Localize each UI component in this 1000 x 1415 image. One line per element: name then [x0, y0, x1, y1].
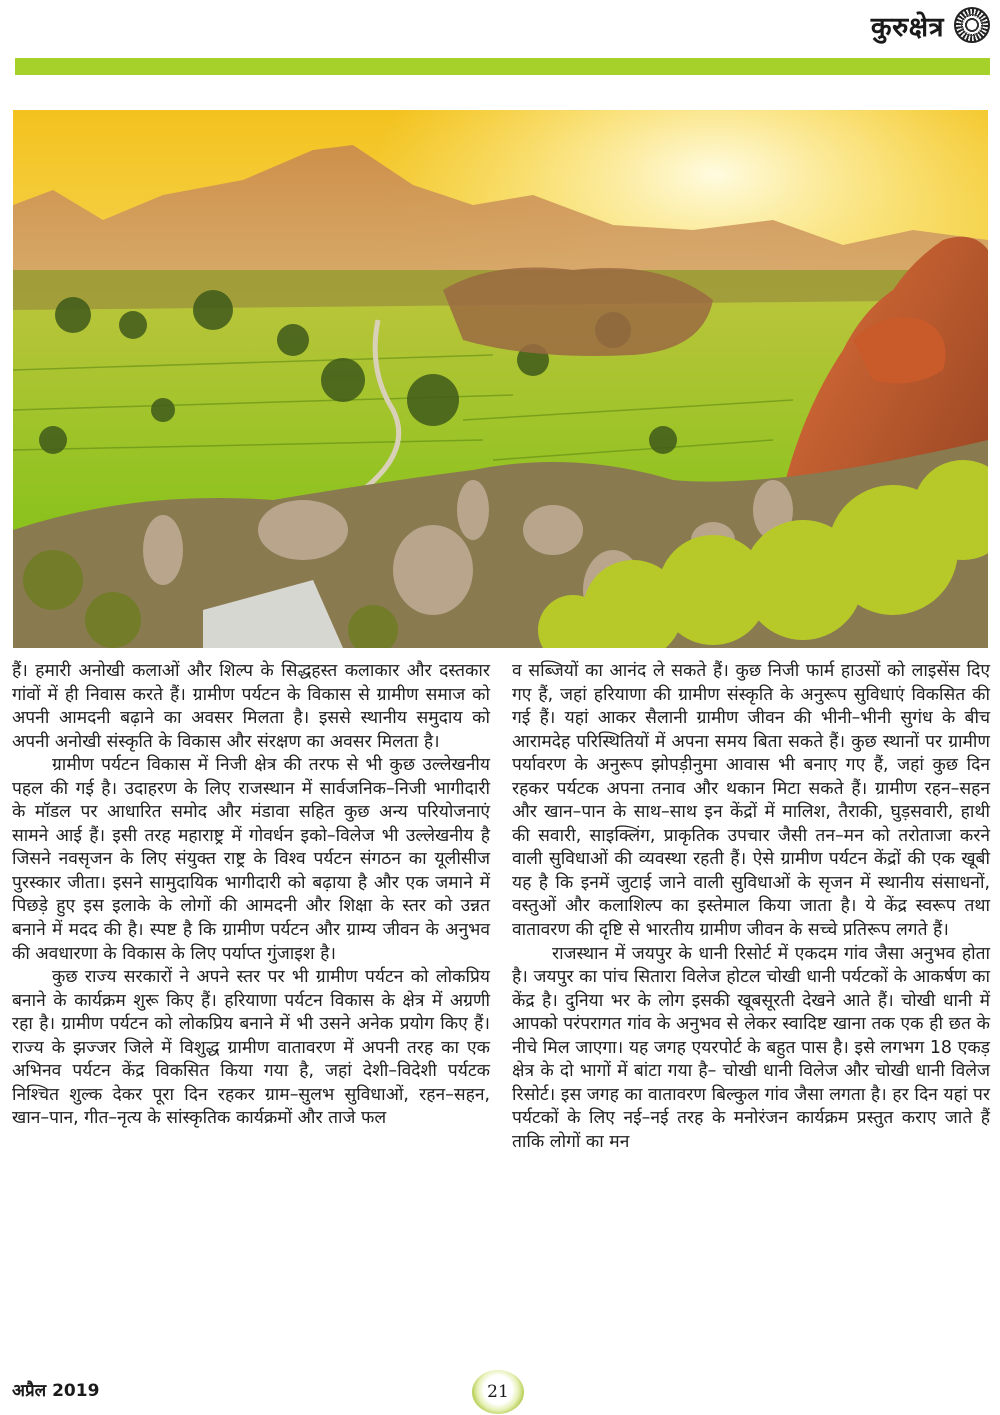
article-column-right — [512, 660, 990, 1154]
page-number-badge — [472, 1370, 524, 1414]
paragraph: कुछ राज्य सरकारों ने अपने स्तर पर भी ग्रामीण पर्यटन को लोकप्रिय बनाने के कार्यक्रम शुरू किए हैं। हरियाणा पर्यटन विकास के क्षेत्र में अग्रणी रहा है। ग्रामीण पर्यटन को लोकप्रिय बनाने में भी उसने अनेक प्रयोग किए हैं। राज्य के झज्जर जिले में विशुद्ध ग्रामीण वातावरण में अपनी तरह का एक अभिनव पर्यटन केंद्र विकसित किया गया है, जहां देशी–विदेशी पर्यटक निश्चित शुल्क देकर पूरा दिन रहकर ग्राम–सुलभ सुविधाओं, रहन–सहन, खान–पान, गीत–नृत्य के सांस्कृतिक कार्यक्रमों और ताजे फल — [12, 967, 490, 1129]
article-column-left — [12, 660, 490, 1154]
landscape-illustration — [13, 110, 988, 648]
magazine-title: कुरुक्षेत्र — [870, 11, 944, 43]
paragraph: व सब्जियों का आनंद ले सकते हैं। कुछ निजी फार्म हाउसों को लाइसेंस दिए गए हैं, जहां हरियाणा की ग्रामीण संस्कृति के अनुरूप सुविधाएं विकसित की गई हैं। यहां आकर सैलानी ग्रामीण जीवन की भीनी–भीनी सुगंध के बीच आरामदेह परिस्थितियों में अपना समय बिता सकते हैं। कुछ स्थानों पर ग्रामीण पर्यावरण के अनुरूप झोपड़ीनुमा आवास भी बनाए गए हैं, जहां कुछ दिन रहकर पर्यटक अपना तनाव और थकान मिटा सकते हैं। ग्रामीण रहन–सहन और खान–पान के साथ–साथ इन केंद्रों में मालिश, तैराकी, घुड़सवारी, हाथी की सवारी, साइक्लिंग, प्राकृतिक उपचार जैसी तन–मन को तरोताजा करने वाली सुविधाओं की व्यवस्था रहती हैं। ऐसे ग्रामीण पर्यटन केंद्रों की एक खूबी यह है कि इनमें जुटाई जाने वाली सुविधाओं के सृजन में स्थानीय संसाधनों, वस्तुओं और कलाशिल्प का इस्तेमाल किया जाता है। ये केंद्र स्वरूप तथा वातावरण की दृष्टि से भारतीय ग्रामीण जीवन के सच्चे प्रतिरूप लगते हैं। — [512, 661, 990, 941]
page-number: 21 — [487, 1382, 509, 1402]
paragraph: राजस्थान में जयपुर के धानी रिसोर्ट में एकदम गांव जैसा अनुभव होता है। जयपुर का पांच सितारा विलेज होटल चोखी धानी पर्यटकों के आकर्षण का केंद्र है। दुनिया भर के लोग इसकी खूबसूरती देखने आते हैं। चोखी धानी में आपको परंपरागत गांव के अनुभव से लेकर स्वादिष्ट खाना तक एक ही छत के नीचे मिल जाएगा। यह जगह एयरपोर्ट के बहुत पास है। इसे लगभग 18 एकड़ क्षेत्र के दो भागों में बांटा गया है– चोखी धानी विलेज और चोखी धानी विलेज रिसोर्ट। इस जगह का वातावरण बिल्कुल गांव जैसा लगता है। हर दिन यहां पर पर्यटकों के लिए नई–नई तरह के मनोरंजन कार्यक्रम प्रस्तुत कराए जाते हैं ताकि लोगों का मन — [512, 943, 990, 1152]
article-body — [12, 660, 990, 1154]
wheel-emblem-icon — [954, 7, 990, 43]
article-photo — [13, 110, 988, 648]
paragraph: हैं। हमारी अनोखी कलाओं और शिल्प के सिद्धहस्त कलाकार और दस्तकार गांवों में ही निवास करते हैं। ग्रामीण पर्यटन के विकास से ग्रामीण समाज को अपनी आमदनी बढ़ाने का अवसर मिलता है। इससे स्थानीय समुदाय को अपनी अनोखी संस्कृति के विकास और संरक्षण का अवसर मिलता है। — [12, 661, 490, 752]
accent-bar — [15, 58, 990, 75]
paragraph: ग्रामीण पर्यटन विकास में निजी क्षेत्र की तरफ से भी कुछ उल्लेखनीय पहल की गई है। उदाहरण के लिए राजस्थान में सार्वजनिक–निजी भागीदारी के मॉडल पर आधारित समोद और मंडावा सहित कुछ अन्य परियोजनाएं सामने आई हैं। इसी तरह महाराष्ट्र में गोवर्धन इको–विलेज भी उल्लेखनीय है जिसने नवसृजन के लिए संयुक्त राष्ट्र के विश्व पर्यटन संगठन का यूलीसीज पुरस्कार जीता। इसने सामुदायिक भागीदारी को बढ़ाया है और एक जमाने में पिछड़े हुए इस इलाके के लोगों की आमदनी और शिक्षा के स्तर को उन्नत बनाने में मदद की है। स्पष्ट है कि ग्रामीण पर्यटन और ग्राम्य जीवन के अनुभव की अवधारणा के विकास के लिए पर्याप्त गुंजाइश है। — [12, 755, 490, 964]
issue-date: अप्रैल 2019 — [12, 1381, 100, 1401]
masthead — [871, 4, 990, 46]
